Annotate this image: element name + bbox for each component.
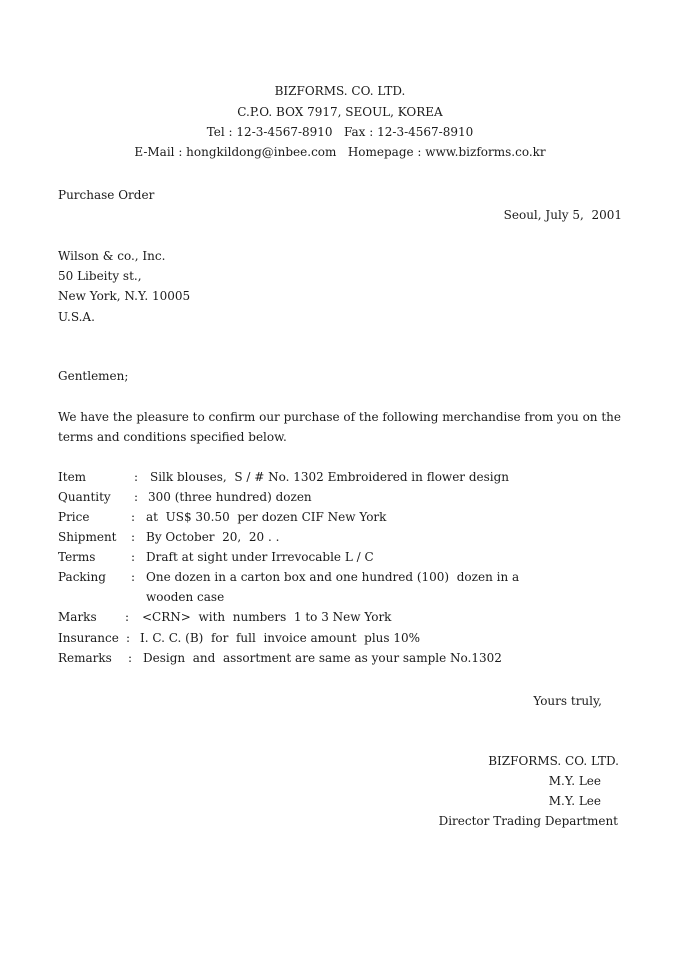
signature-name: M.Y. Lee bbox=[548, 774, 601, 788]
recipient-street: 50 Libeity st., bbox=[58, 269, 142, 283]
recipient-name: Wilson & co., Inc. bbox=[58, 249, 166, 263]
recipient-country: U.S.A. bbox=[58, 310, 95, 324]
term-value-remarks: Design and assortment are same as your sample No.1302 bbox=[143, 651, 502, 665]
term-label-item: Item bbox=[58, 470, 87, 484]
term-value-terms: Draft at sight under Irrevocable L / C bbox=[146, 550, 374, 564]
document-type: Purchase Order bbox=[58, 188, 155, 202]
term-value-marks: <CRN> with numbers 1 to 3 New York bbox=[142, 610, 392, 624]
term-colon: : bbox=[128, 651, 133, 665]
term-label-marks: Marks bbox=[58, 610, 97, 624]
letterhead-company: BIZFORMS. CO. LTD. bbox=[274, 84, 406, 98]
term-label-terms: Terms bbox=[58, 550, 96, 564]
term-label-remarks: Remarks bbox=[58, 651, 112, 665]
term-value-shipment: By October 20, 20 . . bbox=[146, 530, 280, 544]
term-value-price: at US$ 30.50 per dozen CIF New York bbox=[146, 510, 387, 524]
term-label-packing: Packing bbox=[58, 570, 106, 584]
term-value-packing: One dozen in a carton box and one hundred (100) dozen in a bbox=[146, 570, 520, 584]
letterhead-phone-fax: Tel : 12-3-4567-8910 Fax : 12-3-4567-8910 bbox=[206, 125, 474, 139]
signature-company: BIZFORMS. CO. LTD. bbox=[488, 754, 619, 768]
term-value-quantity: 300 (three hundred) dozen bbox=[148, 490, 312, 504]
recipient-city: New York, N.Y. 10005 bbox=[58, 289, 191, 303]
letterhead-email-homepage: E-Mail : hongkildong@inbee.com Homepage : www.bizforms.co.kr bbox=[134, 145, 546, 159]
term-colon: : bbox=[134, 490, 139, 504]
term-colon: : bbox=[125, 610, 130, 624]
term-value-item: Silk blouses, S / # No. 1302 Embroidered in flower design bbox=[150, 470, 510, 484]
term-colon: : bbox=[131, 530, 136, 544]
term-colon: : bbox=[131, 570, 136, 584]
term-value-insurance: I. C. C. (B) for full invoice amount plus 10% bbox=[140, 631, 421, 645]
term-label-quantity: Quantity bbox=[58, 490, 111, 504]
term-label-shipment: Shipment bbox=[58, 530, 117, 544]
term-colon: : bbox=[131, 510, 136, 524]
term-colon: : bbox=[131, 550, 136, 564]
term-value-packing-continued: wooden case bbox=[146, 590, 225, 604]
signature-name: M.Y. Lee bbox=[548, 794, 601, 808]
term-colon: : bbox=[126, 631, 131, 645]
term-label-insurance: Insurance bbox=[58, 631, 119, 645]
place-date: Seoul, July 5, 2001 bbox=[503, 208, 622, 222]
term-colon: : bbox=[134, 470, 139, 484]
term-label-price: Price bbox=[58, 510, 90, 524]
letterhead-address: C.P.O. BOX 7917, SEOUL, KOREA bbox=[237, 105, 443, 119]
body-paragraph: We have the pleasure to confirm our purchase of the following merchandise from you on the terms and conditions specified below. bbox=[58, 410, 621, 444]
signature-title: Director Trading Department bbox=[438, 814, 618, 828]
salutation: Gentlemen; bbox=[58, 369, 129, 383]
closing: Yours truly, bbox=[533, 694, 602, 708]
